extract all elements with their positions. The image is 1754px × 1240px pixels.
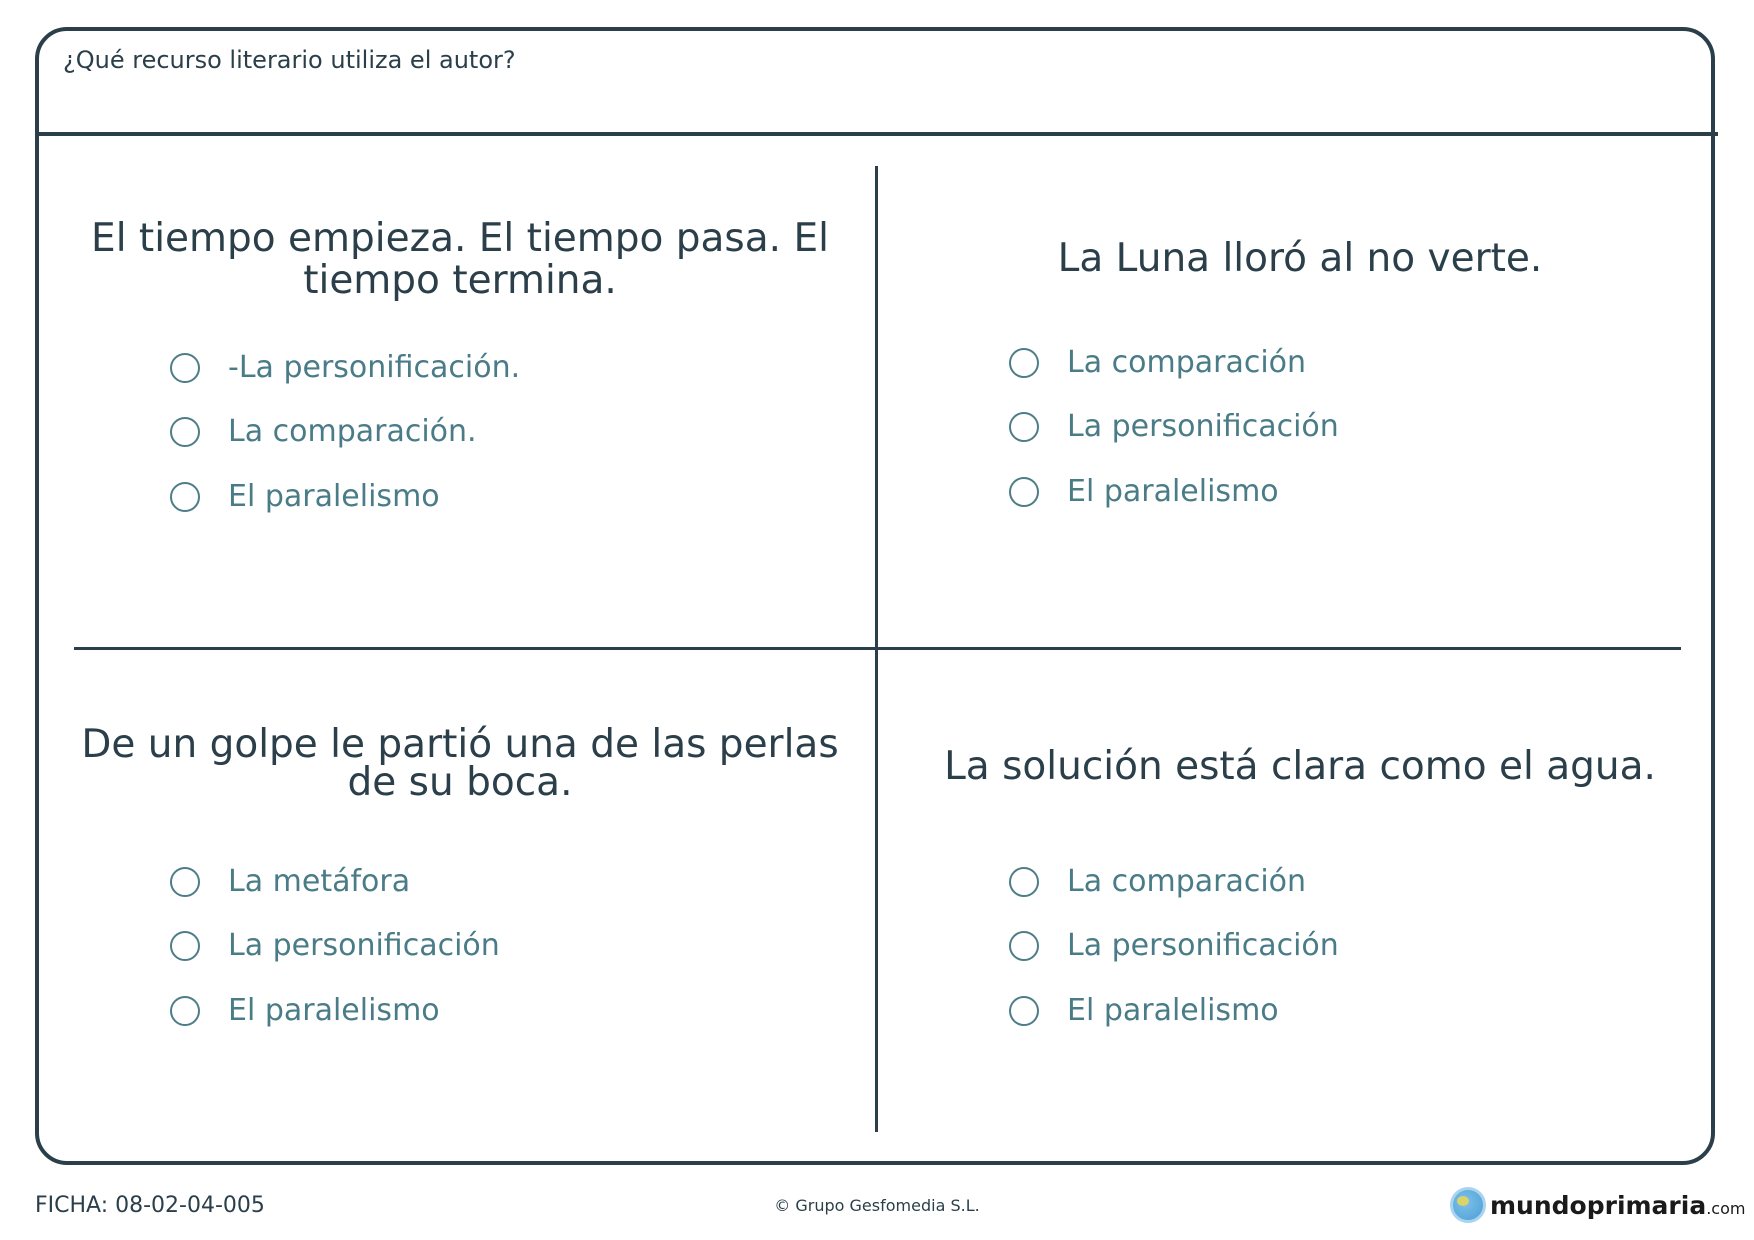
q4-option-1[interactable] xyxy=(1009,864,1306,899)
question-1-text xyxy=(80,218,840,302)
question-4-text xyxy=(900,746,1700,788)
question-3-text xyxy=(70,722,850,805)
radio-button[interactable] xyxy=(170,996,200,1026)
radio-button[interactable] xyxy=(170,353,200,383)
question-4-line-1: La solución está clara como el agua. xyxy=(944,744,1656,789)
logo-tld: .com xyxy=(1706,1198,1746,1218)
logo-name: mundoprimaria xyxy=(1490,1190,1707,1220)
q3-option-3[interactable] xyxy=(170,993,440,1028)
q1-option-3[interactable] xyxy=(170,479,440,514)
option-label: El paralelismo xyxy=(1067,474,1279,509)
horizontal-divider xyxy=(74,647,1681,650)
worksheet-code: FICHA: 08-02-04-005 xyxy=(35,1193,265,1218)
q2-option-2[interactable] xyxy=(1009,409,1339,444)
question-3-line-1: De un golpe le partió una de las perlas xyxy=(81,722,839,767)
question-3-line-2: de su boca. xyxy=(347,760,573,805)
radio-button[interactable] xyxy=(1009,996,1039,1026)
radio-button[interactable] xyxy=(1009,477,1039,507)
question-1-line-1: El tiempo empieza. El tiempo pasa. El xyxy=(91,216,829,261)
q1-option-2[interactable] xyxy=(170,414,477,449)
q4-option-2[interactable] xyxy=(1009,928,1339,963)
q3-option-2[interactable] xyxy=(170,928,500,963)
option-label: El paralelismo xyxy=(228,993,440,1028)
radio-button[interactable] xyxy=(1009,412,1039,442)
q1-option-1[interactable] xyxy=(170,350,520,385)
question-2-line-1: La Luna lloró al no verte. xyxy=(1057,236,1543,281)
radio-button[interactable] xyxy=(170,867,200,897)
option-label: La metáfora xyxy=(228,864,411,899)
radio-button[interactable] xyxy=(170,931,200,961)
radio-button[interactable] xyxy=(170,482,200,512)
copyright: © Grupo Gesfomedia S.L. xyxy=(774,1196,980,1215)
option-label: El paralelismo xyxy=(228,479,440,514)
q3-option-1[interactable] xyxy=(170,864,410,899)
radio-button[interactable] xyxy=(1009,348,1039,378)
globe-icon xyxy=(1450,1187,1486,1223)
option-label: La comparación xyxy=(1067,345,1307,380)
radio-button[interactable] xyxy=(1009,931,1039,961)
q4-option-3[interactable] xyxy=(1009,993,1279,1028)
mundoprimaria-logo[interactable] xyxy=(1450,1187,1745,1223)
option-label: La comparación xyxy=(1067,864,1307,899)
option-label: La personificación xyxy=(1067,928,1339,963)
radio-button[interactable] xyxy=(1009,867,1039,897)
option-label: La comparación. xyxy=(228,414,477,449)
instruction-text: ¿Qué recurso literario utiliza el autor? xyxy=(63,46,516,74)
option-label: El paralelismo xyxy=(1067,993,1279,1028)
question-1-line-2: tiempo termina. xyxy=(303,258,617,303)
question-2-text xyxy=(900,238,1700,280)
header-divider xyxy=(35,132,1718,136)
q2-option-1[interactable] xyxy=(1009,345,1306,380)
option-label: La personificación xyxy=(1067,409,1339,444)
radio-button[interactable] xyxy=(170,417,200,447)
option-label: La personificación xyxy=(228,928,500,963)
option-label: -La personificación. xyxy=(228,350,521,385)
q2-option-3[interactable] xyxy=(1009,474,1279,509)
